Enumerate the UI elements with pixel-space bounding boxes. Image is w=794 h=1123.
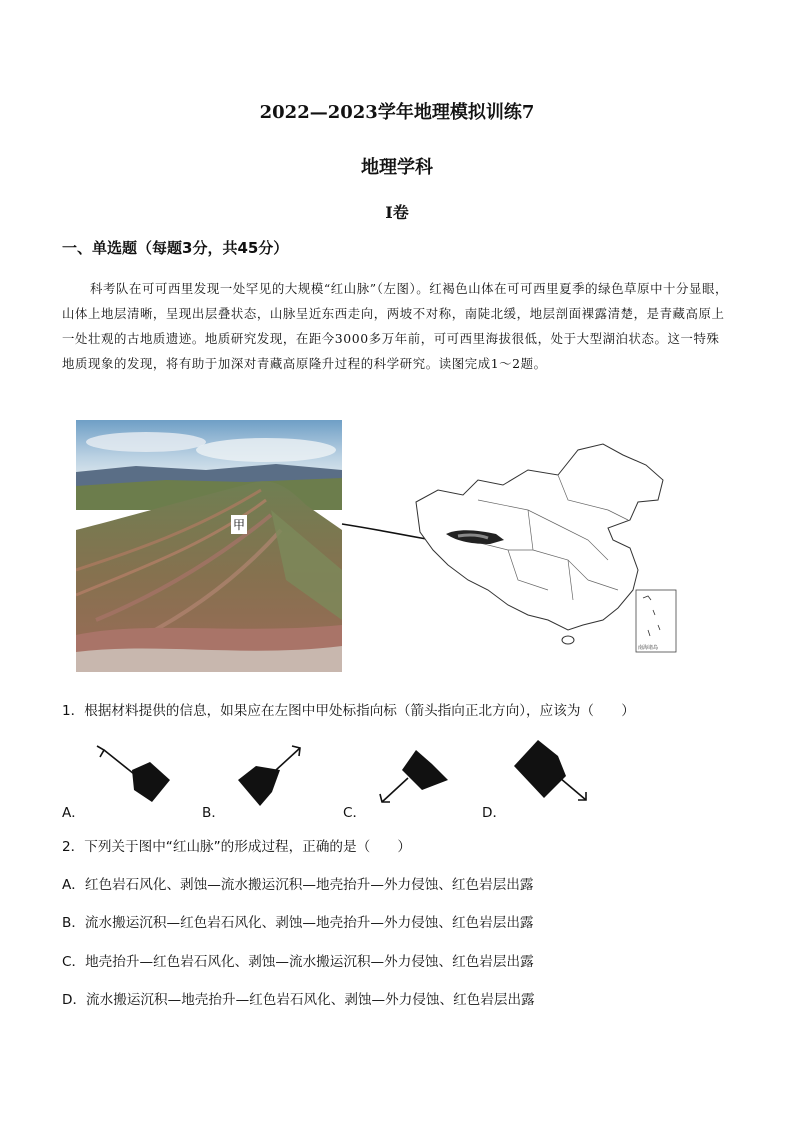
volume-title: Ⅰ卷 [385, 203, 409, 222]
question-2-option-d: D．流水搬运沉积—地壳抬升—红色岩石风化、剥蚀—外力侵蚀、红色岩层出露 [62, 992, 535, 1008]
option-d-label: D． [482, 805, 507, 821]
question-2-stem: 2．下列关于图中“红山脉”的形成过程，正确的是（ ） [62, 839, 411, 855]
location-jia-label: 甲 [231, 515, 247, 534]
question-2-option-a: A．红色岩石风化、剥蚀—流水搬运沉积—地壳抬升—外力侵蚀、红色岩层出露 [62, 877, 534, 893]
option-a-label: A． [62, 805, 85, 821]
material-paragraph: 科考队在可可西里发现一处罕见的大规模“红山脉”（左图）。红褐色山体在可可西里夏季的绿色草原中十分显眼，山体上地层清晰，呈现出层叠状态，山脉呈近东西走向，两坡不对称，南陡北缓，地层剖面裸露清楚，是青藏高原上一处壮观的古地质遗迹。地质研究发现，在距今3000多万年前，可可西里海拔很低，处于大型湖泊状态。这一特殊地质现象的发现，将有助于加深对青藏高原隆升过程的科学研究。读图完成1～2题。 [62, 281, 729, 371]
option-b-label: B． [202, 805, 225, 821]
exam-title: 2022—2023学年地理模拟训练7 [259, 102, 535, 123]
red-mountain-photo [76, 420, 342, 672]
inset-label: 南海诸岛 [638, 645, 659, 651]
china-map [408, 440, 688, 655]
subject-title: 地理学科 [361, 157, 433, 178]
option-d-north-arrow [510, 738, 600, 810]
option-c-north-arrow [372, 740, 462, 810]
question-1-stem: 1．根据材料提供的信息，如果应在左图中甲处标指向标（箭头指向正北方向），应该为（ ） [62, 703, 635, 719]
question-2-option-b: B．流水搬运沉积—红色岩石风化、剥蚀—地壳抬升—外力侵蚀、红色岩层出露 [62, 915, 534, 931]
question-2-option-c: C．地壳抬升—红色岩石风化、剥蚀—流水搬运沉积—外力侵蚀、红色岩层出露 [62, 954, 534, 970]
option-c-label: C． [343, 805, 367, 821]
option-a-north-arrow [92, 740, 182, 810]
option-b-north-arrow [232, 740, 322, 810]
section-heading: 一、单选题（每题3分，共45分） [62, 239, 289, 257]
